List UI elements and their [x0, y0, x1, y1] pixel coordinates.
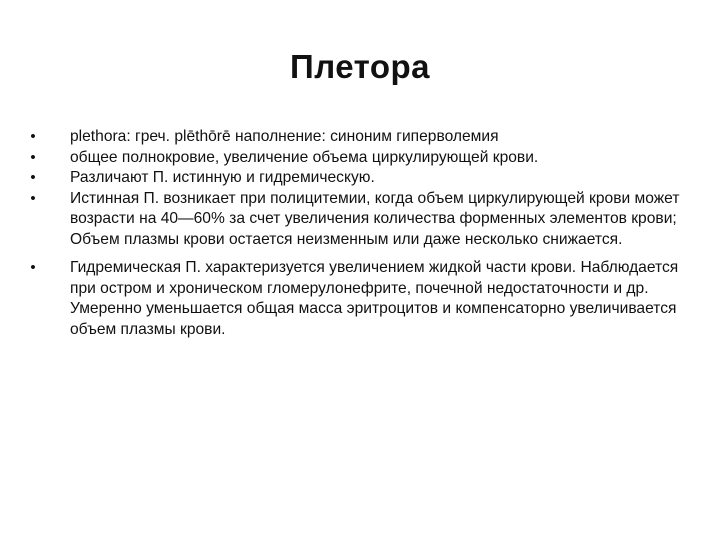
bullet-item	[28, 148, 688, 169]
bullet-item	[28, 168, 688, 189]
bullet-item	[28, 258, 688, 340]
bullet-dot-icon: •	[30, 259, 36, 276]
bullet-text: Истинная П. возникает при полицитемии, когда объем циркулирующей крови может возрасти на 40—60% за счет увеличения количества форменных элементов крови; Объем плазмы крови остается неизменным или даже несколько снижается.	[70, 189, 680, 248]
bullet-dot-icon: •	[30, 148, 36, 166]
bullet-item	[28, 127, 688, 148]
bullet-dot-icon: •	[30, 169, 36, 186]
bullet-dot-icon: •	[30, 189, 36, 207]
bullet-dot-icon: •	[30, 128, 36, 145]
bullet-text: plethora: греч. plēthōrē наполнение: синоним гиперволемия	[70, 128, 499, 145]
bullet-list	[28, 127, 688, 340]
slide-title: Плетора	[289, 48, 431, 85]
bullet-text: Гидремическая П. характеризуется увеличением жидкой части крови. Наблюдается при остром и хроническом гломерулонефрите, почечной недостаточности и др. Умеренно уменьшается общая масса эритроцитов и компенсаторно увеличивается объем плазмы крови.	[70, 259, 679, 338]
bullet-item	[28, 189, 688, 251]
bullet-text: Различают П. истинную и гидремическую.	[70, 169, 375, 186]
bullet-text: общее полнокровие, увеличение объема циркулирующей крови.	[70, 148, 539, 166]
